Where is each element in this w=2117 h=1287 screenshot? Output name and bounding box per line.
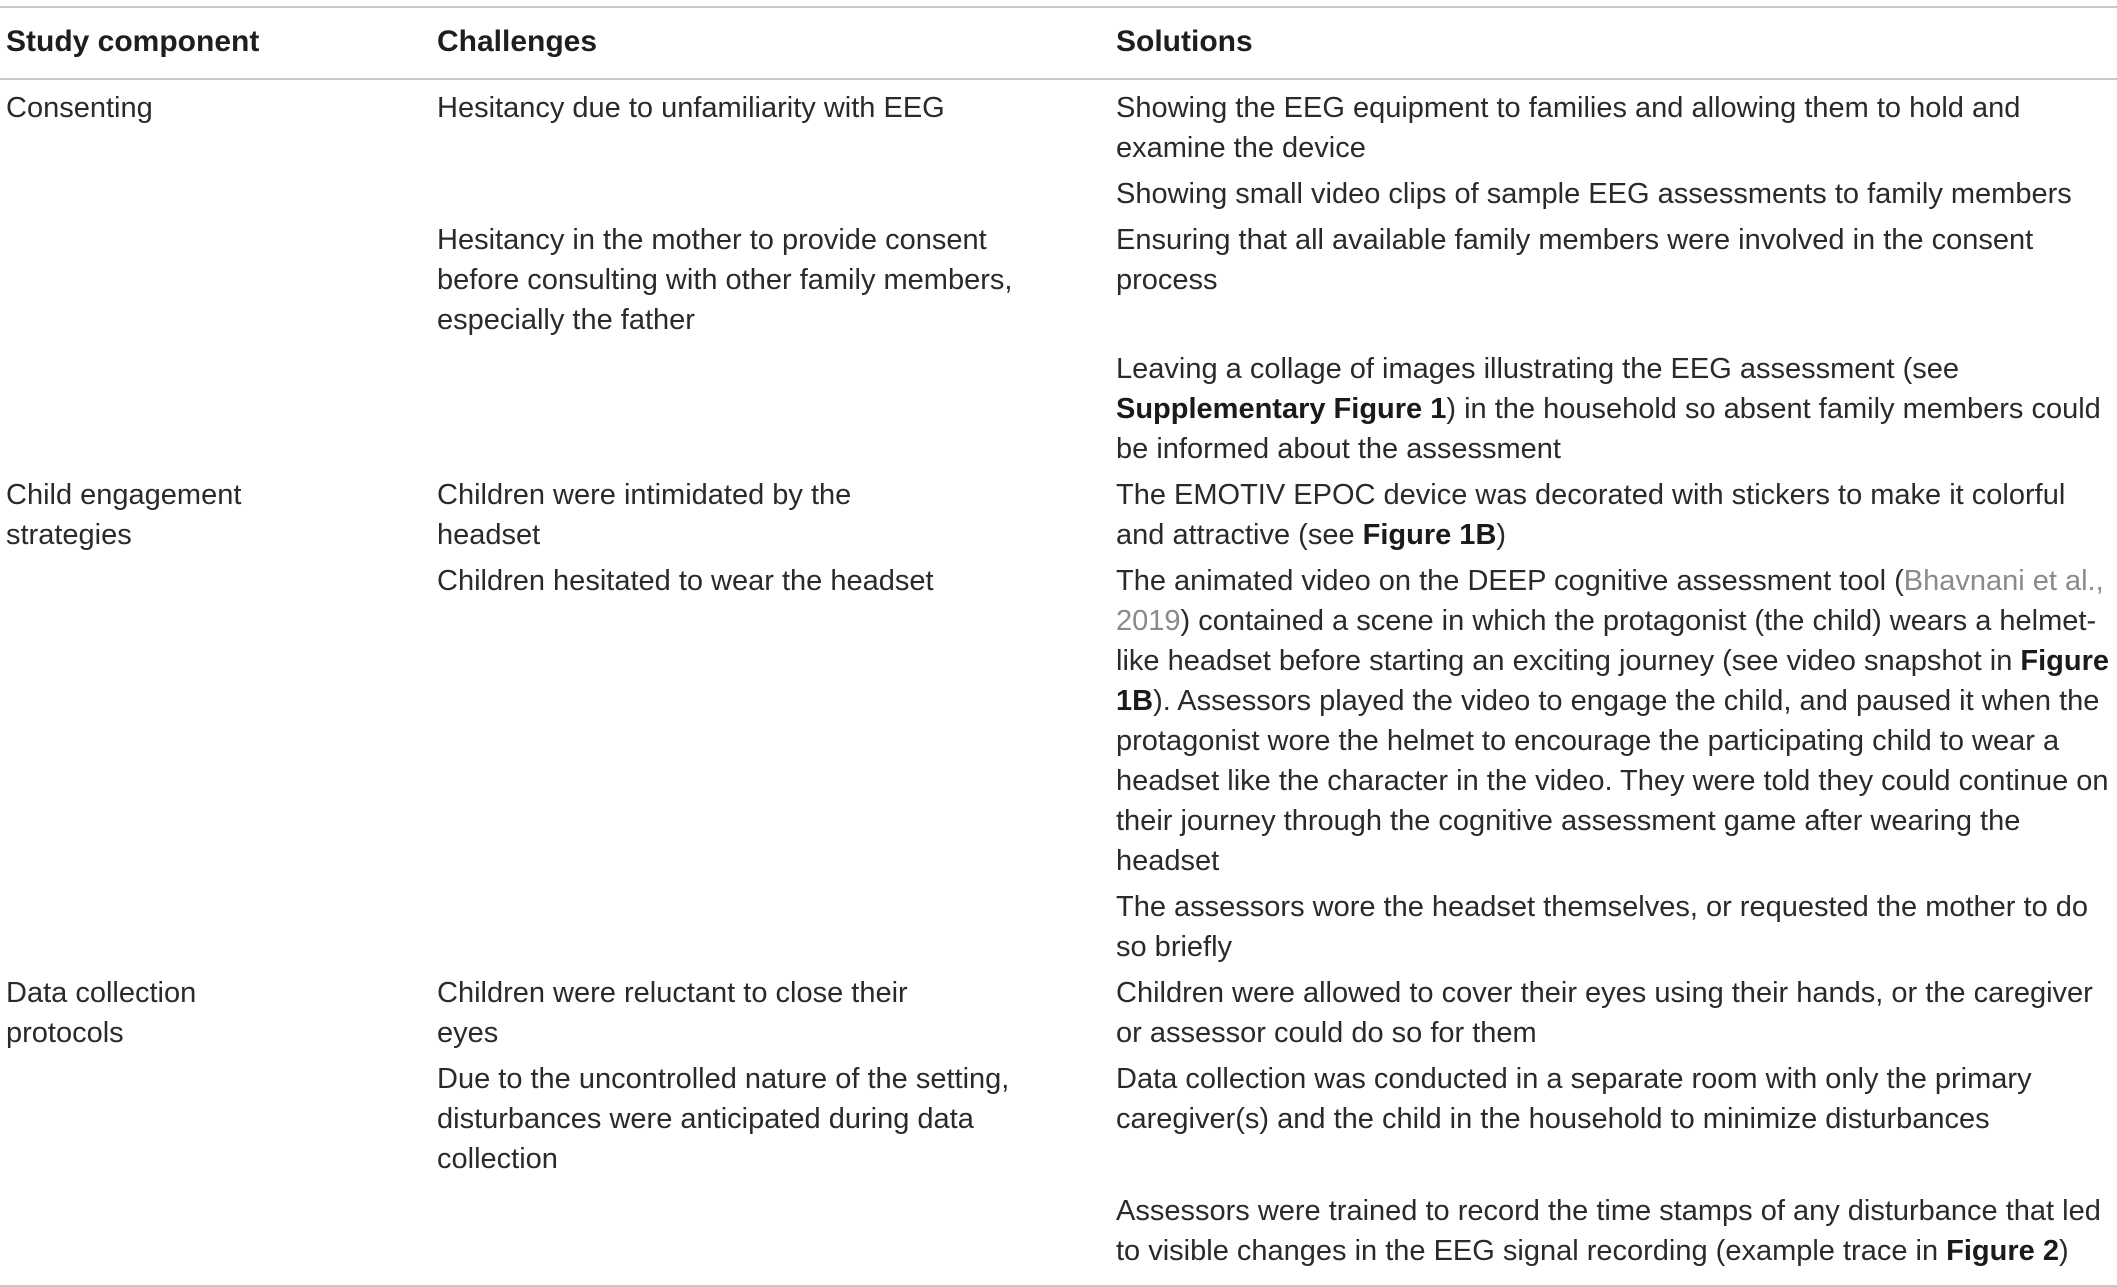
component-text: Child engagement strategies	[6, 479, 242, 551]
cell-component	[0, 168, 431, 214]
solution-text: The EMOTIV EPOC device was decorated with stickers to make it colorful and attractive (see	[1116, 479, 2066, 551]
header-study-component: Study component	[6, 25, 260, 58]
cell-solution	[1110, 214, 2117, 340]
table-body	[0, 79, 2117, 1286]
challenge-text: Hesitancy in the mother to provide consent before consulting with other family members, especially the father	[437, 224, 1013, 336]
solution-text: Assessors were trained to record the time stamps of any disturbance that led to visible changes in the EEG signal recording (example trace in	[1116, 1195, 2101, 1267]
challenges-solutions-table	[0, 6, 2117, 1287]
table-row	[0, 1179, 2117, 1286]
challenges-table-container	[0, 6, 2117, 1287]
challenge-text: Children were reluctant to close their eyes	[437, 977, 908, 1049]
solution-text: The animated video on the DEEP cognitive assessment tool (	[1116, 565, 1904, 597]
cell-component	[0, 340, 431, 469]
cell-challenge	[431, 1179, 1110, 1286]
solution-text: ) contained a scene in which the protagonist (the child) wears a helmet-like headset before starting an exciting journey (see video snapshot in	[1116, 605, 2097, 677]
challenge-text: Due to the uncontrolled nature of the setting, disturbances were anticipated during data collection	[437, 1063, 1010, 1175]
cell-solution	[1110, 79, 2117, 168]
cell-challenge	[431, 168, 1110, 214]
cell-solution	[1110, 168, 2117, 214]
figure-reference: Figure 1B	[1116, 645, 2110, 717]
cell-component: Consenting	[6, 92, 153, 124]
cell-challenge: Hesitancy due to unfamiliarity with EEG	[437, 92, 945, 124]
table-row	[0, 881, 2117, 967]
solution-text: )	[1496, 519, 1507, 551]
cell-challenge: Children hesitated to wear the headset	[437, 565, 934, 597]
cell-solution	[1110, 967, 2117, 1053]
table-row	[0, 168, 2117, 214]
figure-reference: Figure 2	[1946, 1235, 2059, 1267]
cell-solution	[1110, 469, 2117, 555]
table-row	[0, 340, 2117, 469]
table-header	[0, 7, 2117, 79]
cell-solution	[1110, 881, 2117, 967]
cell-component	[0, 881, 431, 967]
cell-challenge	[431, 1053, 1110, 1179]
cell-solution	[1110, 1179, 2117, 1286]
table-row	[0, 79, 2117, 168]
cell-component	[0, 1179, 431, 1286]
cell-component	[0, 967, 431, 1053]
cell-component	[0, 469, 431, 555]
cell-solution	[1110, 1053, 2117, 1179]
solution-text: Ensuring that all available family members were involved in the consent process	[1116, 224, 2034, 296]
table-row	[0, 555, 2117, 881]
cell-challenge	[431, 340, 1110, 469]
table-row	[0, 1053, 2117, 1179]
header-solutions: Solutions	[1116, 25, 1253, 58]
header-row	[0, 7, 2117, 79]
cell-challenge	[431, 881, 1110, 967]
header-challenges: Challenges	[437, 25, 598, 58]
table-row	[0, 967, 2117, 1053]
solution-text: Showing small video clips of sample EEG assessments to family members	[1116, 178, 2072, 210]
solution-text: The assessors wore the headset themselves, or requested the mother to do so briefly	[1116, 891, 2089, 963]
cell-component	[0, 1053, 431, 1179]
solution-text: Children were allowed to cover their eyes using their hands, or the caregiver or assessor could do so for them	[1116, 977, 2093, 1049]
cell-solution	[1110, 340, 2117, 469]
solution-text: Data collection was conducted in a separate room with only the primary caregiver(s) and the child in the household to minimize disturbances	[1116, 1063, 2032, 1135]
cell-component	[0, 214, 431, 340]
figure-reference: Figure 1B	[1362, 519, 1497, 551]
table-row	[0, 469, 2117, 555]
cell-challenge	[431, 967, 1110, 1053]
cell-component	[0, 555, 431, 881]
cell-solution	[1110, 555, 2117, 881]
figure-reference: Supplementary Figure 1	[1116, 393, 1447, 425]
challenge-text: Children were intimidated by the headset	[437, 479, 852, 551]
solution-text: )	[2058, 1235, 2069, 1267]
solution-text: Leaving a collage of images illustrating the EEG assessment (see	[1116, 353, 1960, 385]
solution-text: Showing the EEG equipment to families and allowing them to hold and examine the device	[1116, 92, 2021, 164]
component-text: Data collection protocols	[6, 977, 197, 1049]
solution-text: ). Assessors played the video to engage the child, and paused it when the protagonist wore the helmet to encourage the participating child to wear a headset like the character in the video. They were told they could continue on their journey through the cognitive assessment game after wearing the headset	[1116, 685, 2109, 877]
cell-challenge	[431, 214, 1110, 340]
solution-text: ) in the household so absent family members could be informed about the assessment	[1116, 393, 2101, 465]
cell-challenge	[431, 469, 1110, 555]
table-row	[0, 214, 2117, 340]
citation-link[interactable]: Bhavnani et al., 2019	[1116, 565, 2104, 637]
